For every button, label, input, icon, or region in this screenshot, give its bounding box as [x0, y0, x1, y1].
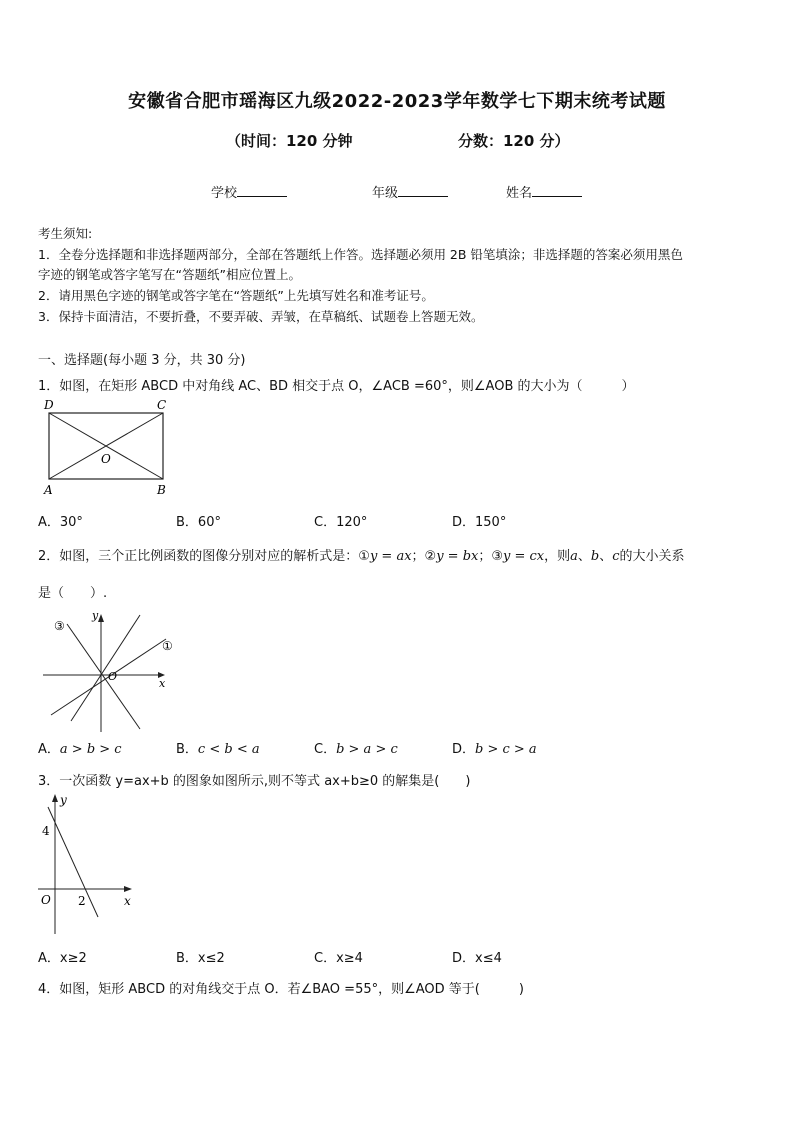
name-field — [506, 182, 582, 201]
question-2-line2: 是（ ）. — [38, 586, 108, 601]
q2-formula-2: y = bx — [436, 549, 479, 564]
option-expression: a > b > c — [59, 742, 122, 757]
question-3-text: 3．一次函数 y=ax+b 的图象如图所示,则不等式 ax+b≥0 的解集是( ) — [38, 774, 471, 789]
label-y: y — [60, 793, 67, 807]
notice-line: 2．请用黑色字迹的钢笔或答字笔在“答题纸”上先填写姓名和准考证号。 — [38, 288, 434, 303]
grade-label: 年级 — [372, 186, 399, 201]
label-x: x — [159, 677, 166, 690]
question-1-text: 1．如图，在矩形 ABCD 中对角线 AC、BD 相交于点 O，∠ACB =60°，则∠AOB 的大小为（ ） — [38, 379, 635, 394]
q2-option-d[interactable] — [452, 738, 537, 757]
notice-line: 1．全卷分选择题和非选择题两部分，全部在答题纸上作答。选择题必须用 2B 铅笔填涂；非选择题的答案必须用黑色 — [38, 247, 683, 262]
q2-comma: 、 — [577, 549, 591, 564]
label-y: y — [92, 609, 99, 622]
label-2: 2 — [78, 894, 86, 908]
q3-option-c[interactable]: C．x≥4 — [314, 951, 363, 966]
q1-option-c[interactable]: C．120° — [314, 515, 368, 530]
q2-comma: 、 — [599, 549, 613, 564]
y-axis-arrow — [98, 614, 104, 622]
label-b: B — [157, 483, 166, 497]
q2-text-c: 的大小关系 — [619, 549, 685, 564]
q3-option-a[interactable]: A．x≥2 — [38, 951, 87, 966]
q2-formula-1: y = ax — [369, 549, 412, 564]
notice-line: 字迹的钢笔或答字笔写在“答题纸”相应位置上。 — [38, 267, 301, 282]
label-o: O — [108, 670, 118, 683]
name-blank[interactable] — [532, 184, 582, 197]
grade-field — [372, 182, 448, 201]
q2-text-b: ，则 — [544, 549, 571, 564]
total-score: 分数：120 分） — [458, 132, 570, 150]
label-a: A — [44, 483, 53, 497]
school-blank[interactable] — [237, 184, 287, 197]
question-2-text — [38, 545, 685, 564]
q3-linear-graph — [36, 790, 141, 938]
option-expression: b > a > c — [336, 742, 398, 757]
line-3 — [67, 624, 140, 729]
q2-sep-1: ；② — [411, 549, 437, 564]
label-x: x — [124, 894, 131, 908]
q1-option-b[interactable]: B．60° — [176, 515, 221, 530]
q2-proportional-graph — [38, 606, 183, 736]
label-1: ① — [162, 639, 173, 653]
option-letter: C． — [314, 742, 337, 757]
exam-title: 安徽省合肥市瑶海区九级2022-2023学年数学七下期末统考试题 — [128, 91, 666, 112]
question-4-text: 4．如图，矩形 ABCD 的对角线交于点 O．若∠BAO =55°，则∠AOD 等于( ) — [38, 982, 524, 997]
school-field — [211, 182, 287, 201]
q2-var-c: c — [612, 549, 620, 564]
notice-line: 3．保持卡面清洁，不要折叠，不要弄破、弄皱，在草稿纸、试题卷上答题无效。 — [38, 309, 484, 324]
label-d: D — [44, 398, 54, 412]
q2-option-c[interactable] — [314, 738, 398, 757]
notice-heading: 考生须知: — [38, 226, 93, 241]
q1-rectangle-figure — [38, 396, 178, 500]
label-o: O — [101, 452, 111, 466]
option-letter: A． — [38, 742, 60, 757]
q3-option-b[interactable]: B．x≤2 — [176, 951, 225, 966]
x-axis-arrow — [124, 886, 132, 892]
q2-formula-3: y = cx — [503, 549, 545, 564]
q1-option-a[interactable]: A．30° — [38, 515, 83, 530]
y-axis-arrow — [52, 794, 58, 802]
label-o: O — [41, 893, 51, 907]
q2-text-a: 2．如图，三个正比例函数的图像分别对应的解析式是：① — [38, 549, 370, 564]
label-c: C — [157, 398, 167, 412]
time-limit: （时间：120 分钟 — [226, 132, 353, 150]
label-3: ③ — [54, 619, 65, 633]
q2-var-a: a — [570, 549, 578, 564]
option-letter: D． — [452, 742, 476, 757]
q3-option-d[interactable]: D．x≤4 — [452, 951, 502, 966]
q2-option-a[interactable] — [38, 738, 122, 757]
grade-blank[interactable] — [398, 184, 448, 197]
q2-var-b: b — [590, 549, 600, 564]
q2-option-b[interactable] — [176, 738, 260, 757]
label-4: 4 — [42, 824, 50, 838]
section-heading: 一、选择题(每小题 3 分，共 30 分) — [38, 353, 246, 368]
q1-option-d[interactable]: D．150° — [452, 515, 507, 530]
q2-sep-2: ；③ — [478, 549, 503, 564]
option-letter: B． — [176, 742, 198, 757]
name-label: 姓名 — [506, 186, 533, 201]
option-expression: b > c > a — [475, 742, 537, 757]
option-expression: c < b < a — [197, 742, 260, 757]
school-label: 学校 — [211, 186, 238, 201]
line-2 — [71, 615, 140, 721]
